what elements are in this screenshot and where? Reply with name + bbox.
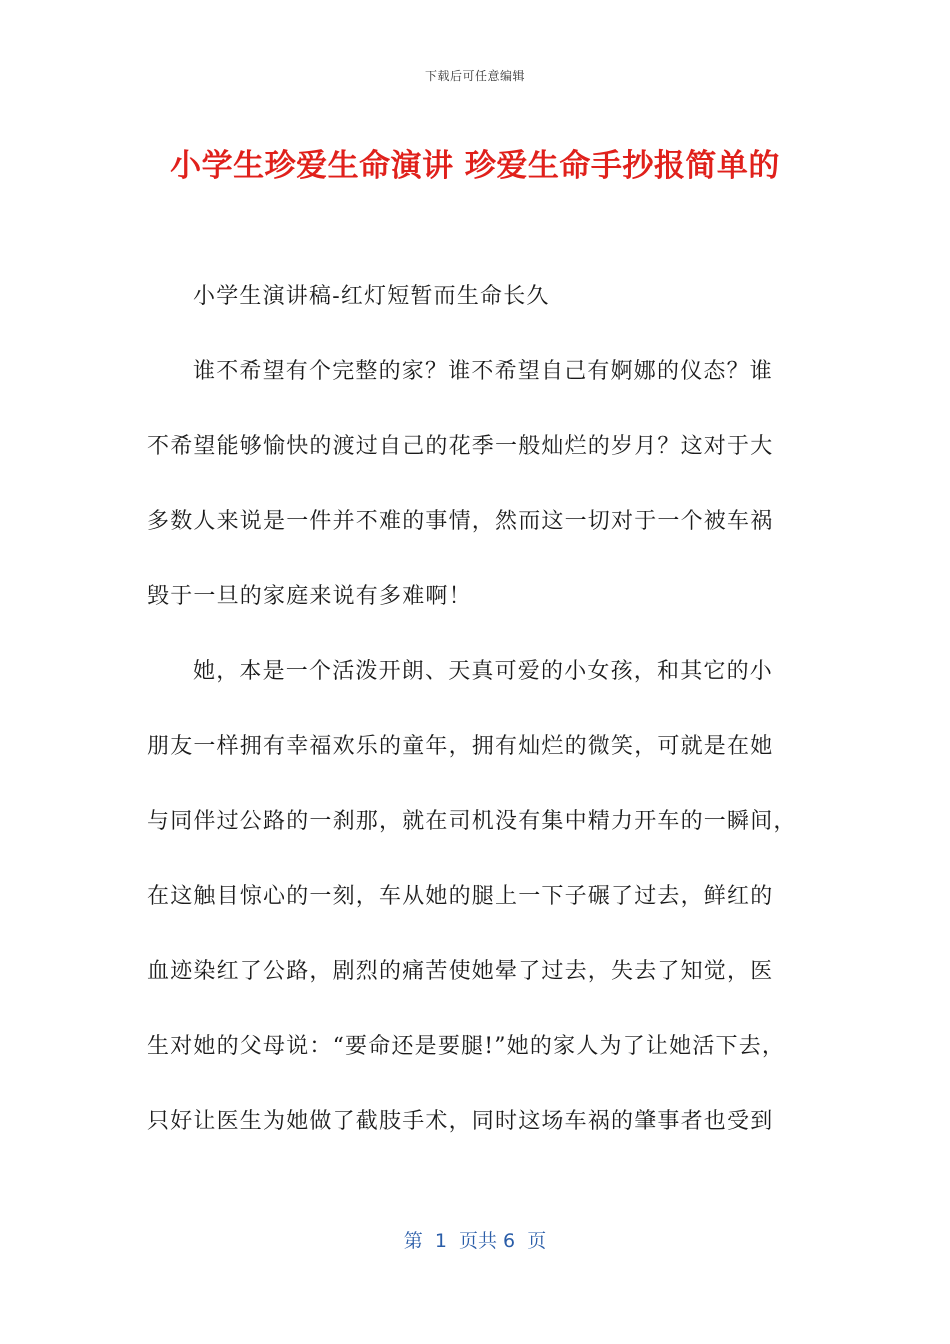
paragraph-line: 生对她的父母说：“要命还是要腿!”她的家人为了让她活下去，	[147, 1034, 786, 1059]
paragraph-line: 多数人来说是一件并不难的事情，然而这一切对于一个被车祸	[147, 509, 774, 534]
page-number-footer: 第 1 页共 6 页	[403, 1230, 547, 1252]
paragraph-line: 与同伴过公路的一刹那，就在司机没有集中精力开车的一瞬间，	[147, 809, 797, 834]
paragraph-line: 毁于一旦的家庭来说有多难啊！	[147, 584, 472, 609]
paragraph-line: 不希望能够愉快的渡过自己的花季一般灿烂的岁月？这对于大	[147, 434, 774, 459]
paragraph-line: 只好让医生为她做了截肢手术，同时这场车祸的肇事者也受到	[147, 1109, 774, 1134]
paragraph-line: 她，本是一个活泼开朗、天真可爱的小女孩，和其它的小	[193, 659, 774, 684]
paragraph-line: 血迹染红了公路，剧烈的痛苦使她晕了过去，失去了知觉，医	[147, 959, 774, 984]
paragraph-line: 在这触目惊心的一刻，车从她的腿上一下子碾了过去，鲜红的	[147, 884, 774, 909]
page-title: 小学生珍爱生命演讲 珍爱生命手抄报简单的	[170, 148, 780, 184]
header-note: 下载后可任意编辑	[424, 69, 525, 83]
subtitle-line: 小学生演讲稿-红灯短暂而生命长久	[193, 284, 550, 309]
paragraph-line: 朋友一样拥有幸福欢乐的童年，拥有灿烂的微笑，可就是在她	[147, 734, 774, 759]
document-body	[147, 271, 827, 1171]
paragraph-line: 谁不希望有个完整的家？谁不希望自己有婀娜的仪态？谁	[193, 359, 774, 384]
